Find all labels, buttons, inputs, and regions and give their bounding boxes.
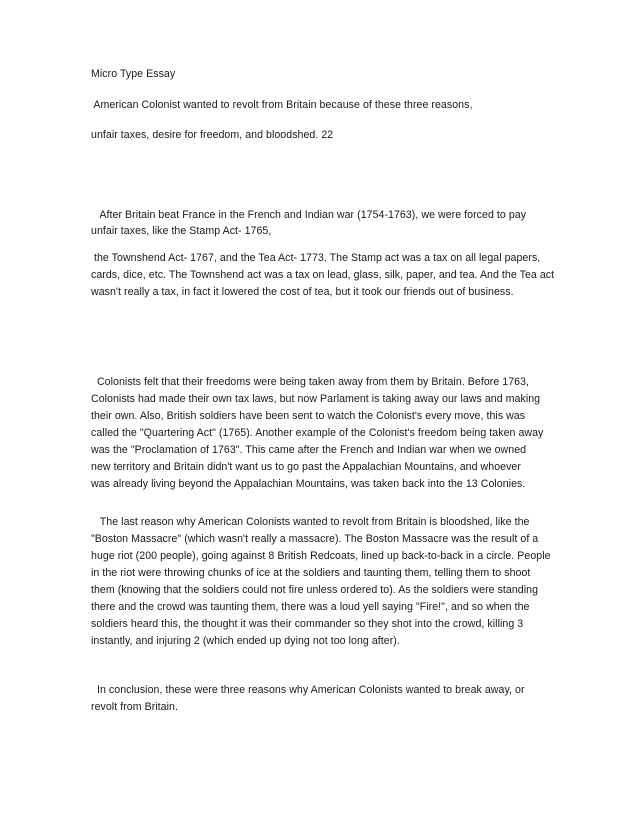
acts-paragraph-line-2: cards, dice, etc. The Townshend act was a tax on lead, glass, silk, paper, and tea. And the Tea act — [91, 269, 555, 281]
freedom-paragraph-line-2: Colonists had made their own tax laws, but now Parlament is taking away our laws and making — [91, 393, 541, 405]
bloodshed-paragraph-line-4: in the riot were throwing chunks of ice at the soldiers and taunting them, telling them to shoot — [91, 567, 531, 579]
conclusion-line-1: In conclusion, these were three reasons why American Colonists wanted to break away, or — [91, 684, 525, 696]
essay-title: Micro Type Essay — [91, 68, 176, 80]
intro-line-1: American Colonist wanted to revolt from Britain because of these three reasons, — [91, 99, 473, 111]
bloodshed-paragraph-line-1: The last reason why American Colonists wanted to revolt from Britain is bloodshed, like the — [91, 516, 530, 528]
taxes-paragraph-line-2: unfair taxes, like the Stamp Act- 1765, — [91, 225, 272, 237]
freedom-paragraph-line-1: Colonists felt that their freedoms were being taken away from them by Britain. Before 1763, — [91, 376, 530, 388]
taxes-paragraph-line-1: After Britain beat France in the French and Indian war (1754-1763), we were forced to pay — [91, 209, 527, 221]
intro-line-2: unfair taxes, desire for freedom, and bloodshed. 22 — [91, 129, 334, 141]
acts-paragraph-line-3: wasn't really a tax, in fact it lowered the cost of tea, but it took our friends out of business. — [91, 286, 514, 298]
bloodshed-paragraph-line-7: soldiers heard this, the thought it was their commander so they shot into the crowd, killing 3 — [91, 618, 524, 630]
freedom-paragraph-line-6: new territory and Britain didn't want us to go past the Appalachian Mountains, and whoever — [91, 461, 521, 473]
bloodshed-paragraph-line-3: huge riot (200 people), going against 8 British Redcoats, lined up back-to-back in a circle. People — [91, 550, 551, 562]
bloodshed-paragraph-line-6: there and the crowd was taunting them, there was a loud yell saying "Fire!", and so when the — [91, 601, 530, 613]
acts-paragraph-line-1: the Townshend Act- 1767, and the Tea Act- 1773. The Stamp act was a tax on all legal papers, — [91, 252, 541, 264]
freedom-paragraph-line-5: was the "Proclamation of 1763". This came after the French and Indian war when we owned — [91, 444, 527, 456]
freedom-paragraph-line-7: was already living beyond the Appalachian Mountains, was taken back into the 13 Colonies. — [91, 478, 526, 490]
bloodshed-paragraph-line-5: them (knowing that the soldiers could not fire unless ordered to). As the soldiers were standing — [91, 584, 539, 596]
conclusion-line-2: revolt from Britain. — [91, 701, 178, 713]
freedom-paragraph-line-3: their own. Also, British soldiers have been sent to watch the Colonist's every move, this was — [91, 410, 526, 422]
bloodshed-paragraph-line-2: "Boston Massacre" (which wasn't really a massacre). The Boston Massacre was the result of a — [91, 533, 539, 545]
freedom-paragraph-line-4: called the "Quartering Act" (1765). Another example of the Colonist's freedom being taken away — [91, 427, 544, 439]
bloodshed-paragraph-line-8: instantly, and injuring 2 (which ended up dying not too long after). — [91, 635, 400, 647]
